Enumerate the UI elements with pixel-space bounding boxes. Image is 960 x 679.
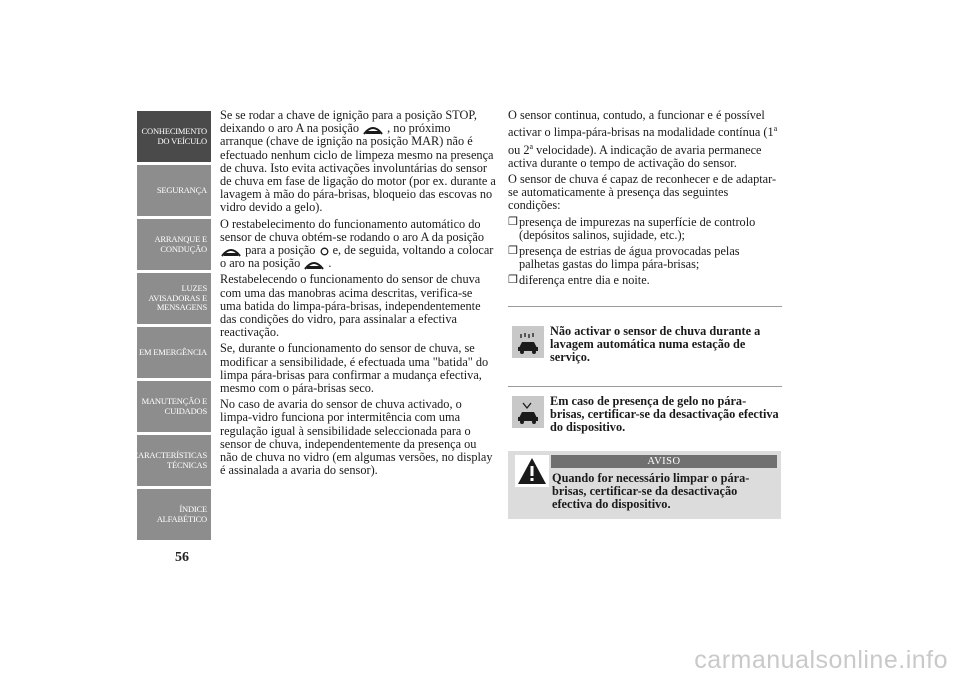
warning-box — [508, 451, 781, 519]
tab-luzes[interactable]: LUZES AVISADORAS E MENSAGENS — [137, 273, 211, 324]
car-wash-icon — [512, 326, 544, 358]
text-column-right — [508, 109, 782, 291]
checkbox-bullet-icon: ❒ — [508, 274, 518, 287]
auto-wiper-icon — [304, 260, 324, 269]
watermark: carmanualsonline.info — [694, 646, 948, 674]
tab-seguranca[interactable]: SEGURANÇA — [137, 165, 211, 216]
paragraph: O restabelecimento do funcionamento automático do sensor de chuva obtém-se rodando o aro A da posição para a posição e, de seguida, voltando a colocar o aro na posição . — [220, 216, 494, 271]
note-car-wash — [508, 322, 782, 372]
auto-wiper-icon — [363, 125, 383, 134]
page-number: 56 — [175, 550, 189, 565]
list-item: ❒ diferença entre dia e noite. — [508, 273, 650, 288]
paragraph: Restabelecendo o funcionamento do sensor de chuva com uma das manobras acima descritas, verifica-se uma batida do limpa-pára-brisas, independentemente das condições do vidro, para assinalar a efectiva reactivação. — [220, 272, 481, 340]
tab-arranque[interactable]: ARRANQUE E CONDUÇÃO — [137, 219, 211, 270]
auto-wiper-icon — [221, 247, 241, 256]
chapter-sidebar — [132, 111, 211, 545]
paragraph: No caso de avaria do sensor de chuva activado, o limpa-vidro funciona por intermitência com uma regulação igual à sensibilidade seleccionada para o sensor de chuva, independentemente da presença ou não de chuva no vidro (em algumas versões, no display é assinalada a avaria do sensor). — [220, 397, 493, 478]
divider — [508, 306, 782, 307]
windscreen-ice-icon — [512, 396, 544, 428]
note-text: Não activar o sensor de chuva durante a lavagem automática numa estação de serviço. — [550, 324, 761, 365]
tab-caracteristicas[interactable]: CARACTERÍSTICAS TÉCNICAS — [137, 435, 211, 486]
warning-text: Quando for necessário limpar o pára-brisas, certificar-se da desactivação efectiva do dispositivo. — [552, 471, 750, 512]
list-item: ❒ presença de estrias de água provocadas pelas palhetas gastas do limpa pára-brisas; — [508, 244, 740, 272]
warning-header: AVISO — [551, 455, 777, 468]
text-column-left — [220, 109, 496, 480]
note-text: Em caso de presença de gelo no pára-brisas, certificar-se da desactivação efectiva do dispositivo. — [550, 394, 779, 435]
divider — [508, 386, 782, 387]
tab-indice[interactable]: ÍNDICE ALFABÉTICO — [137, 489, 211, 540]
note-ice — [508, 392, 782, 442]
off-position-icon — [320, 247, 329, 256]
paragraph: O sensor continua, contudo, a funcionar e é possível activar o limpa-pára-brisas na modalidade contínua (1$^a$ ou 2$^a$ velocidade). A indicação de avaria permanece activa durante o tempo de activação do sensor. — [508, 108, 778, 170]
list-item: ❒ presença de impurezas na superfície de controlo (depósitos salinos, sujidade, etc.); — [508, 214, 756, 242]
checkbox-bullet-icon: ❒ — [508, 215, 518, 228]
tab-emergencia[interactable]: EM EMERGÊNCIA — [137, 327, 211, 378]
tab-conhecimento[interactable]: CONHECIMENTO DO VEÍCULO — [137, 111, 211, 162]
paragraph: O sensor de chuva é capaz de reconhecer e de adaptar-se automaticamente à presença das seguintes condições: — [508, 172, 777, 213]
paragraph: Se, durante o funcionamento do sensor de chuva, se modificar a sensibilidade, é efectuada uma "batida" do limpa pára-brisas para confirmar a mudança efectiva, mesmo com o pára-brisas seco. — [220, 341, 489, 396]
tab-manutencao[interactable]: MANUTENÇÃO E CUIDADOS — [137, 381, 211, 432]
paragraph: Se se rodar a chave de ignição para a posição STOP, deixando o aro A na posição , no próximo arranque (chave de ignição na posição MAR) não é efectuado nenhum ciclo de limpeza mesmo na presença de chuva. Isto evita activações involuntárias do sensor de chuva em fase de ligação do motor (por ex. durante a lavagem à mão do pára-brisas, bloqueio das escovas no vidro devido a gelo). — [220, 108, 496, 215]
checkbox-bullet-icon: ❒ — [508, 245, 518, 258]
